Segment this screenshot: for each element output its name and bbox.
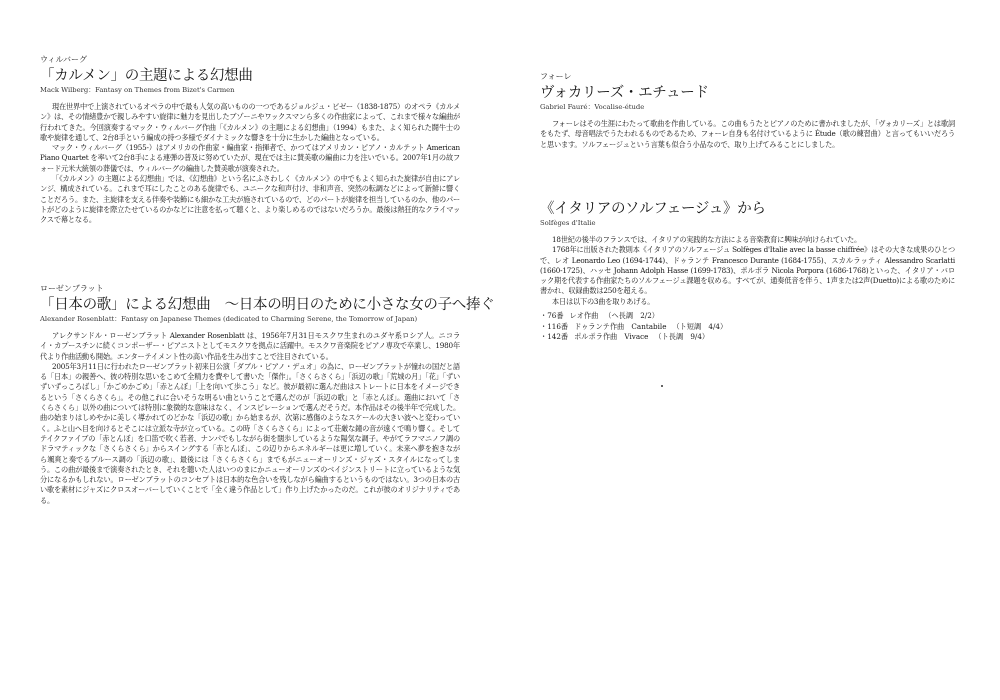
item-number: ・116番	[540, 321, 569, 331]
item-number: ・142番	[540, 332, 569, 342]
paragraph: アレクサンドル・ローゼンブラット Alexander Rosenblatt は、1956年7月31日モスクワ生まれのユダヤ系ロシア人。ニコライ・カプースチンに続くコンポーザー・ピアニストとしてモスクワを拠点に活躍中。モスクワ音楽院をピアノ専攻で卒業し、1980年代より作曲活動も開始。エンターテイメント性の高い作品を生み出すことで注目されている。	[40, 331, 460, 361]
paragraph: 1768年に出版された教則本《イタリアのソルフェージュ Solfèges d'Italie avec la basse chiffrée》はその大きな成果のひとつで、レオ Leonardo Leo (1694-1744)、ドゥランテ Francesco Durante (1684-1755)、スカルラッティ Alessandro Scarlatti (1660-1725)、ハッセ Johann Adolph Hasse (1699-1783)、ポルポラ Nicola Porpora (1686-1768)といった、イタリア・バロック期を代表する作曲家たちのソルフェージュ課題を収める。すべてが、通奏低音を伴う、1声または2声(Duetto)による歌のために書かれ、収録曲数は250を超える。	[540, 245, 955, 296]
item-composer: ドゥランテ作曲 Cantabile	[574, 321, 667, 331]
paragraph: 現在世界中で上演されているオペラの中で最も人気の高いものの一つであるジョルジュ・ビゼー（1838-1875）のオペラ《カルメン》は、その情緒豊かで親しみやすい旋律に魅力を見出したブゾーニやワックスマンら多くの作曲家によって、これまで様々な編曲が行われてきた。今回演奏するマック・ウィルバーグ作曲「《カルメン》の主題による幻想曲」（1994）もまた、よく知られた闘牛士の歌や旋律を通して、2台8手という編成の持つ多様でダイナミックな響きを十分に生かした編曲となっている。	[40, 102, 460, 142]
piece-title: 「日本の歌」による幻想曲 ～日本の明日のために小さな女の子へ捧ぐ	[40, 297, 495, 313]
item-composer: レオ作曲	[569, 311, 599, 321]
piece-title: 《イタリアのソルフェージュ》から	[540, 201, 766, 217]
paragraph: 2005年3月11日に行われたローゼンブラット初来日公演「ダブル・ピアノ・デュオ」の為に、ローゼンブラットが憧れの国だと語る「日本」の親善へ、彼の特別な思いをこめて全精力を費やして書いた「傑作」。「さくらさくら」「浜辺の歌」「荒城の月」「花」「ずいずいずっころばし」「かごめかごめ」「赤とんぼ」「上を向いて歩こう」など。彼が最初に選んだ曲はストレートに日本をイメージできるという「さくらさくら」。その他これに合いそうな明るい曲ということで選んだのが「浜辺の歌」と「赤とんぼ」。選曲において「さくらさくら」以外の曲については特別に象徴的な意味はなく、インスピレーションで選んだそうだ。本作品はその後半年で完成した。曲の始まりはしめやかに美しく導かれてのどかな「浜辺の歌」から始まるが、次第に感傷のようなスケールの大きい波へと変わっていく。ふと山へ目を向けるとそこには立派な寺が立っている。この時「さくらさくら」によって荘厳な鐘の音が遠くで鳴り響く。そしてテイクファイブの「赤とんぼ」を口笛で吹く若者、ナンパでもしながら街を闊歩しているような陽気な調子。やがてラフマニノフ調のドラマティックな「さくらさくら」からスイングする「赤とんぼ」、この辺りからエネルギーは更に増していく。未来へ夢を抱きながら颯爽と奏でるブルース調の「浜辺の歌」、最後には「さくらさくら」までもがニューオーリンズ・ジャズ・スタイルになってしまう。この曲が最後まで演奏されたとき、それを聴いた人はいつのまにかニューオーリンズのベイジンストリートに立っているような気分になるかもしれない。ローゼンブラットのコンセプトは日本的な色合いを残しながら編曲するというものではない。3つの日本の古い歌を素材にジャズにクロスオーバーしていくことで「全く違う作品として」作り上げたかったのだ。これが彼のオリジナリティである。	[40, 361, 460, 505]
paragraph: 本日は以下の3曲を取りあげる。	[552, 296, 655, 306]
piece-subtitle: Mack Wilberg：Fantasy on Themes from Bizet's Carmen	[40, 86, 235, 94]
paragraph: フォーレはその生涯にわたって歌曲を作曲している。この曲もうたとピアノのために書かれましたが、「ヴォカリーズ」とは歌詞をもたず、母音唱法でうたわれるものであるため、フォーレ自身も名付けているように Étude（歌の練習曲）と言ってもいいだろうと思います。ソルフェージュという言葉も似合う小品なので、取り上げてみることにしました。	[540, 119, 955, 149]
paragraph: 「《カルメン》の主題による幻想曲」では、《幻想曲》という名にふさわしく《カルメン》の中でもよく知られた旋律が自由にアレンジ、構成されている。これまで耳にしたことのある旋律でも、ユニークな和声付け、非和声音、突然の転調などによって新鮮に響くことだろう。また、主旋律を支える伴奏や装飾にも細かな工夫が施されているので、どのパートが旋律を担当しているのか、他のパートがどのように旋律を際立たせているのかなどに注意を払って聴くと、より楽しめるのではないだろうか。最後は熱狂的なクライマックスで幕となる。	[40, 174, 460, 225]
paragraph: マック・ウィルバーグ（1955-）はアメリカの作曲家・編曲家・指揮者で、かつてはアメリカン・ピアノ・カルテット American Piano Quartet を率いて2台8手による連弾の普及に努めていたが、現在では主に賛美歌の編曲に力を注いでいる。2007年1月の故フォード元米大統領の葬儀では、ウィルバーグの編曲した賛美歌が演奏された。	[40, 143, 460, 173]
item-key: （ヘ長調 2/2）	[604, 311, 659, 321]
solfeges-section	[540, 198, 955, 343]
wilberg-section	[40, 55, 460, 226]
piece-subtitle: Solfèges d'Italie	[540, 219, 596, 227]
piece-title: 「カルメン」の主題による幻想曲	[40, 68, 253, 84]
item-key: （ト短調 4/4）	[672, 321, 728, 331]
list-item	[540, 332, 955, 343]
item-key: （ト長調 9/4）	[654, 332, 710, 342]
faure-section	[540, 72, 955, 150]
piece-title: ヴォカリーズ・エチュード	[540, 85, 709, 101]
composer-label: ウィルバーグ	[40, 55, 87, 64]
program-list	[540, 311, 955, 343]
piece-subtitle: Alexander Rosenblatt：Fantasy on Japanese Themes (dedicated to Charming Serene, the Tomorrow of Japan)	[40, 315, 418, 323]
print-speck	[661, 385, 663, 387]
list-item	[540, 322, 955, 333]
composer-label: ローゼンブラット	[40, 284, 104, 293]
rosenblatt-section	[40, 284, 495, 506]
paragraph: 18世紀の後半のフランスでは、イタリアの実践的な方法による音楽教育に興味が向けられていた。	[552, 235, 861, 244]
list-item	[540, 311, 955, 322]
item-composer: ポルポラ作曲 Vivace	[574, 332, 649, 342]
item-number: ・76番	[540, 311, 564, 321]
piece-subtitle: Gabriel Fauré：Vocalise-étude	[540, 103, 645, 111]
composer-label: フォーレ	[540, 72, 572, 81]
